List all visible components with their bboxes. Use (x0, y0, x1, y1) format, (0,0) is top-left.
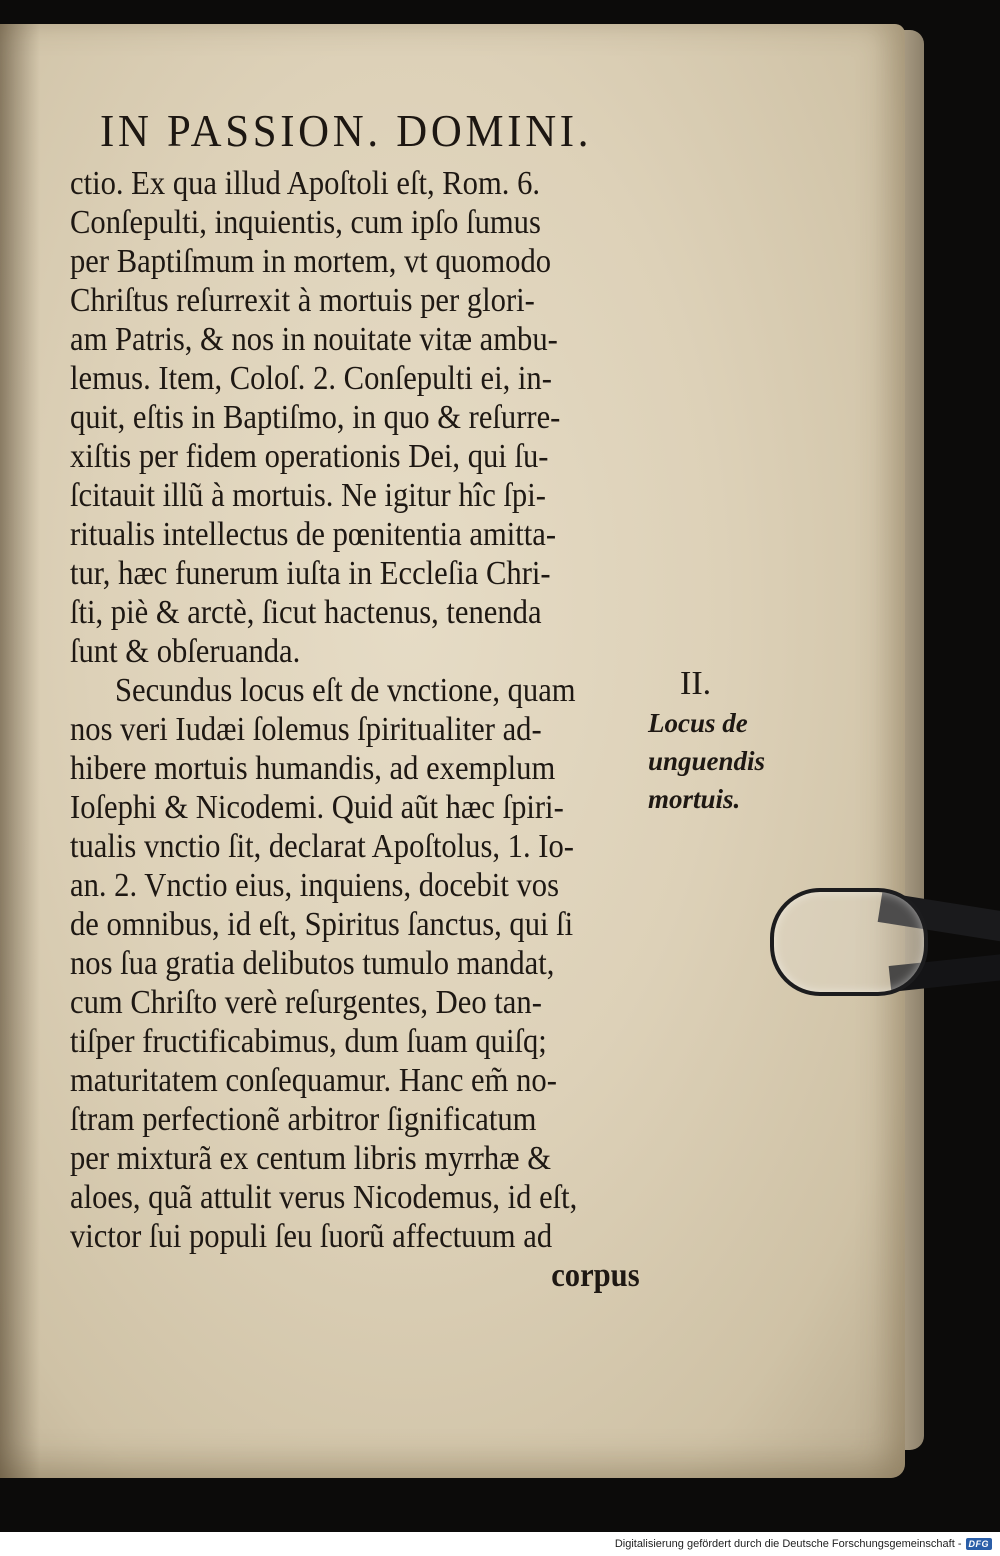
text-line: victor ſui populi ſeu ſuorũ affectuum ad (70, 1218, 553, 1255)
running-head: IN PASSION. DOMINI. (100, 105, 593, 156)
page-clip (770, 888, 1000, 998)
text-line: tiſper fructificabimus, dum ſuam quiſq; (70, 1023, 547, 1060)
body-text (70, 164, 645, 1295)
paragraph-start-line: Secundus locus eſt de vnctione, quam (115, 672, 576, 709)
text-line: xiſtis per fidem operationis Dei, qui ſu- (70, 438, 549, 475)
text-line: ctio. Ex qua illud Apoſtoli eſt, Rom. 6. (70, 165, 541, 202)
text-line: tualis vnctio ſit, declarat Apoſtolus, 1. Io- (70, 828, 574, 865)
text-line: per Baptiſmum in mortem, vt quomodo (70, 243, 552, 280)
text-line: hibere mortuis humandis, ad exemplum (70, 750, 556, 787)
text-line: maturitatem conſequamur. Hanc em̃ no- (70, 1062, 557, 1099)
marginal-note-line: Locus de (648, 708, 748, 738)
text-line: Chriſtus reſurrexit à mortuis per glori- (70, 282, 535, 319)
book-page (0, 24, 905, 1478)
text-line: Conſepulti, inquientis, cum ipſo ſumus (70, 204, 541, 241)
text-line: ſunt & obſeruanda. (70, 633, 301, 670)
text-line: an. 2. Vnctio eius, inquiens, docebit vos (70, 867, 559, 904)
marginal-note-line: mortuis. (648, 784, 741, 814)
text-line: ſtram perfectionẽ arbitror ſignificatum (70, 1101, 537, 1138)
text-line: nos veri Iudæi ſolemus ſpiritualiter ad- (70, 711, 542, 748)
text-line: am Patris, & nos in nouitate vitæ ambu- (70, 321, 558, 358)
clip-loop (770, 888, 928, 996)
text-line: aloes, quã attulit verus Nicodemus, id eſt, (70, 1179, 578, 1216)
text-line: lemus. Item, Coloſ. 2. Conſepulti ei, in- (70, 360, 552, 397)
footer-bar (0, 1532, 1000, 1556)
text-line: ſcitauit illũ à mortuis. Ne igitur hîc ſpi- (70, 477, 546, 514)
text-line: quit, eſtis in Baptiſmo, in quo & reſurre- (70, 399, 561, 436)
text-line: Ioſephi & Nicodemi. Quid aũt hæc ſpiri- (70, 789, 564, 826)
marginal-note-line: unguendis (648, 746, 766, 776)
marginal-number: II. (680, 665, 712, 702)
text-line: cum Chriſto verè reſurgentes, Deo tan- (70, 984, 542, 1021)
text-line: ſti, piè & arctè, ſicut hactenus, tenenda (70, 594, 542, 631)
dfg-logo[interactable]: DFG (966, 1538, 993, 1550)
funding-credit: Digitalisierung gefördert durch die Deutsche Forschungsgemeinschaft - (614, 1538, 962, 1550)
text-line: per mixturã ex centum libris myrrhæ & (70, 1140, 551, 1177)
text-line: nos ſua gratia delibutos tumulo mandat, (70, 945, 555, 982)
text-line: ritualis intellectus de pœnitentia amitta- (70, 516, 557, 553)
marginal-note (648, 664, 798, 818)
catchword: corpus (551, 1257, 640, 1294)
text-line: de omnibus, id eſt, Spiritus ſanctus, qui ſi (70, 906, 574, 943)
text-line: tur, hæc funerum iuſta in Eccleſia Chri- (70, 555, 551, 592)
